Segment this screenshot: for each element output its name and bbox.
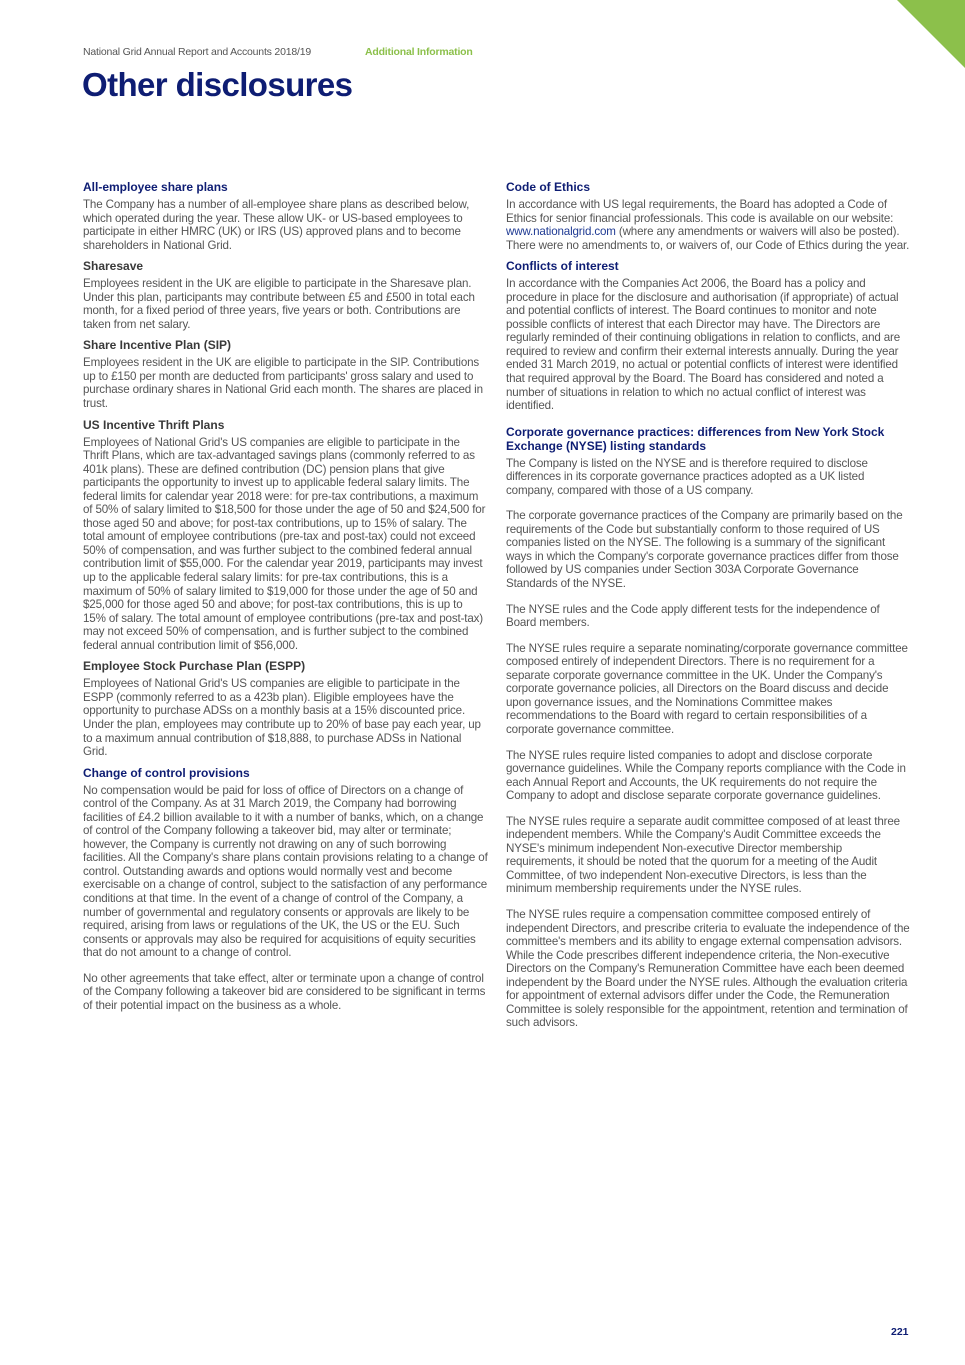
heading-nyse-differences: Corporate governance practices: differences from New York Stock Exchange (NYSE) listing standards	[506, 424, 885, 453]
paragraph-change-of-control-1: No compensation would be paid for loss of office of Directors on a change of control of the Company. As at 31 March 2019, the Company had borrowing facilities of £4.2 billion available to it with a number of banks, which, on a change of control of the Company following a takeover bid, may alter or terminate; however, the Company is currently not drawing on any of such borrowing facilities. All the Company's share plans contain provisions relating to a change of control. Outstanding awards and options would normally vest and become exercisable on a change of control, subject to the satisfaction of any performance conditions at that time. In the event of a change of control of the Company, a number of governmental and regulatory consents or approvals are likely to be required, arising from laws or regulations of the UK, the US or the EU. Such consents or approvals may also be required for acquisitions of equity securities that do not amount to a change of control.	[83, 783, 488, 960]
heading-sharesave: Sharesave	[83, 259, 144, 274]
section-label: Additional Information	[365, 46, 473, 58]
code-of-ethics-text-1: In accordance with US legal requirements, the Board has adopted a Code of Ethics for senior financial professionals. This code is available on our website:	[506, 198, 894, 225]
right-column	[506, 180, 911, 1042]
page-title: Other disclosures	[82, 66, 353, 103]
heading-change-of-control: Change of control provisions	[83, 765, 250, 780]
paragraph-conflicts-of-interest: In accordance with the Companies Act 2006, the Board has a policy and procedure in place for the disclosure and authorisation (if appropriate) of actual and potential conflicts of interest. The Board continues to monitor and note possible conflicts of interest that each Director may have. The Directors are regularly reminded of their continuing obligations in relation to conflicts, and are required to review and confirm their external interests annually. During the year ended 31 March 2019, no actual or potential conflicts of interest were identified that required approval by the Board. The Board has considered and noted a number of situations in relation to which no actual conflict of interest was identified.	[506, 277, 901, 413]
heading-code-of-ethics: Code of Ethics	[506, 180, 591, 194]
paragraph-code-of-ethics	[506, 198, 911, 252]
heading-espp: Employee Stock Purchase Plan (ESPP)	[83, 659, 306, 674]
heading-sip: Share Incentive Plan (SIP)	[83, 338, 232, 353]
paragraph-nyse-1: The Company is listed on the NYSE and is therefore required to disclose differences in its corporate governance practices adopted as a UK listed company, compared with those of a US company.	[506, 456, 868, 497]
paragraph-nyse-2: The corporate governance practices of the Company are primarily based on the requirements of the Code but substantially conform to those required of US companies listed on the NYSE. The following is a summary of the significant ways in which the Company's corporate governance practices differ from those followed by US companies under Section 303A Corporate Governance Standards of the NYSE.	[506, 509, 903, 591]
nationalgrid-website-link[interactable]: www.nationalgrid.com	[506, 225, 616, 239]
paragraph-nyse-4: The NYSE rules require a separate nominating/corporate governance committee composed entirely of independent Directors. There is no requirement for a separate corporate governance committee in the UK. Under the Company's corporate governance policies, all Directors on the Board discuss and decide upon governance issues, and the Nominations Committee makes recommendations to the Board with regard to certain responsibilities of a corporate governance committee.	[506, 641, 908, 736]
paragraph-nyse-5: The NYSE rules require listed companies to adopt and disclose corporate governance guidelines. While the Company reports compliance with the Code in each Annual Report and Accounts, the UK requirements do not require the Company to adopt and disclose separate corporate governance guidelines.	[506, 748, 906, 803]
page-number: 221	[891, 1326, 909, 1338]
paragraph-nyse-7: The NYSE rules require a compensation committee composed entirely of independent Directors, and prescribe criteria to evaluate the independence of the committee's members and its ability to engage external compensation advisors. While the Code prescribes different independence criteria, the Non-executive Directors on the Company's Remuneration Committee have each been deemed independent by the Board under the NYSE rules. Although the evaluation criteria for appointment of external advisors differ under the Code, the Remuneration Committee is solely responsible for the appointment, retention and termination of such advisors.	[506, 907, 910, 1030]
paragraph-all-employee-share-plans: The Company has a number of all-employee share plans as described below, which operated during the year. These allow UK- or US-based employees to participate in either HMRC (UK) or IRS (US) approved plans and to become shareholders in National Grid.	[83, 198, 470, 252]
paragraph-sharesave: Employees resident in the UK are eligible to participate in the Sharesave plan. Under this plan, participants may contribute between £5 and £500 in total each month, for a fixed period of three years, five years or both. Contributions are taken from net salary.	[83, 277, 475, 331]
left-column	[83, 180, 488, 1024]
paragraph-sip: Employees resident in the UK are eligible to participate in the SIP. Contributions up to £150 per month are deducted from participants' gross salary and used to purchase ordinary shares in National Grid each month. The shares are placed in trust.	[83, 356, 483, 411]
heading-thrift-plans: US Incentive Thrift Plans	[83, 417, 225, 432]
report-title: National Grid Annual Report and Accounts 2018/19	[83, 46, 311, 58]
heading-conflicts-of-interest: Conflicts of interest	[506, 259, 619, 274]
paragraph-nyse-3: The NYSE rules and the Code apply different tests for the independence of Board members.	[506, 602, 880, 630]
code-of-ethics-text-2: (where any amendments or waivers will also be posted). There were no amendments to, or waivers of, our Code of Ethics during the year.	[506, 225, 910, 252]
heading-all-employee-share-plans: All-employee share plans	[83, 180, 228, 194]
running-header	[83, 46, 473, 58]
paragraph-thrift-plans: Employees of National Grid's US companies are eligible to participate in the Thrift Plans, which are tax-advantaged savings plans (commonly referred to as 401k plans). These are defined contribution (DC) pension plans that give participants the opportunity to invest up to applicable federal salary limits. The federal limits for calendar year 2018 were: for pre-tax contributions, a maximum of 50% of salary limited to $18,500 for those under the age of 50 and $24,500 for those aged 50 and above; for post-tax contributions, up to 15% of salary. The total amount of employee contributions (pre-tax and post-tax) could not exceed 50% of compensation, and was further subject to the combined federal annual contribution limit of $55,000. For the calendar year 2019, participants may invest up to the applicable federal salary limits: for pre-tax contributions, this is a maximum of 50% of salary limited to $19,000 for those under the age of 50 and $25,000 for those aged 50 and above; for post-tax contributions, this is up to 15% of salary. The total amount of employee contributions (pre-tax and post-tax) may not exceed 50% of compensation, and is further subject to the combined federal annual contribution limit of $56,000.	[83, 435, 486, 652]
paragraph-espp: Employees of National Grid's US companies are eligible to participate in the ESPP (commonly referred to as a 423b plan). Eligible employees have the opportunity to purchase ADSs on a monthly basis at a 15% discounted price. Under the plan, employees may contribute up to 20% of base pay each year, up to a maximum annual contribution of $18,888, to purchase ADSs in National Grid.	[83, 677, 481, 759]
paragraph-nyse-6: The NYSE rules require a separate audit committee composed of at least three independent members. While the Company's Audit Committee exceeds the NYSE's minimum independent Non-executive Director membership requirements, it should be noted that the quorum for a meeting of the Audit Committee, of two independent Non-executive Directors, is less than the minimum membership requirements under the NYSE rules.	[506, 814, 900, 896]
corner-accent-triangle	[897, 0, 965, 68]
paragraph-change-of-control-2: No other agreements that take effect, alter or terminate upon a change of control of the Company following a takeover bid are considered to be significant in terms of their potential impact on the business as a whole.	[83, 971, 486, 1012]
